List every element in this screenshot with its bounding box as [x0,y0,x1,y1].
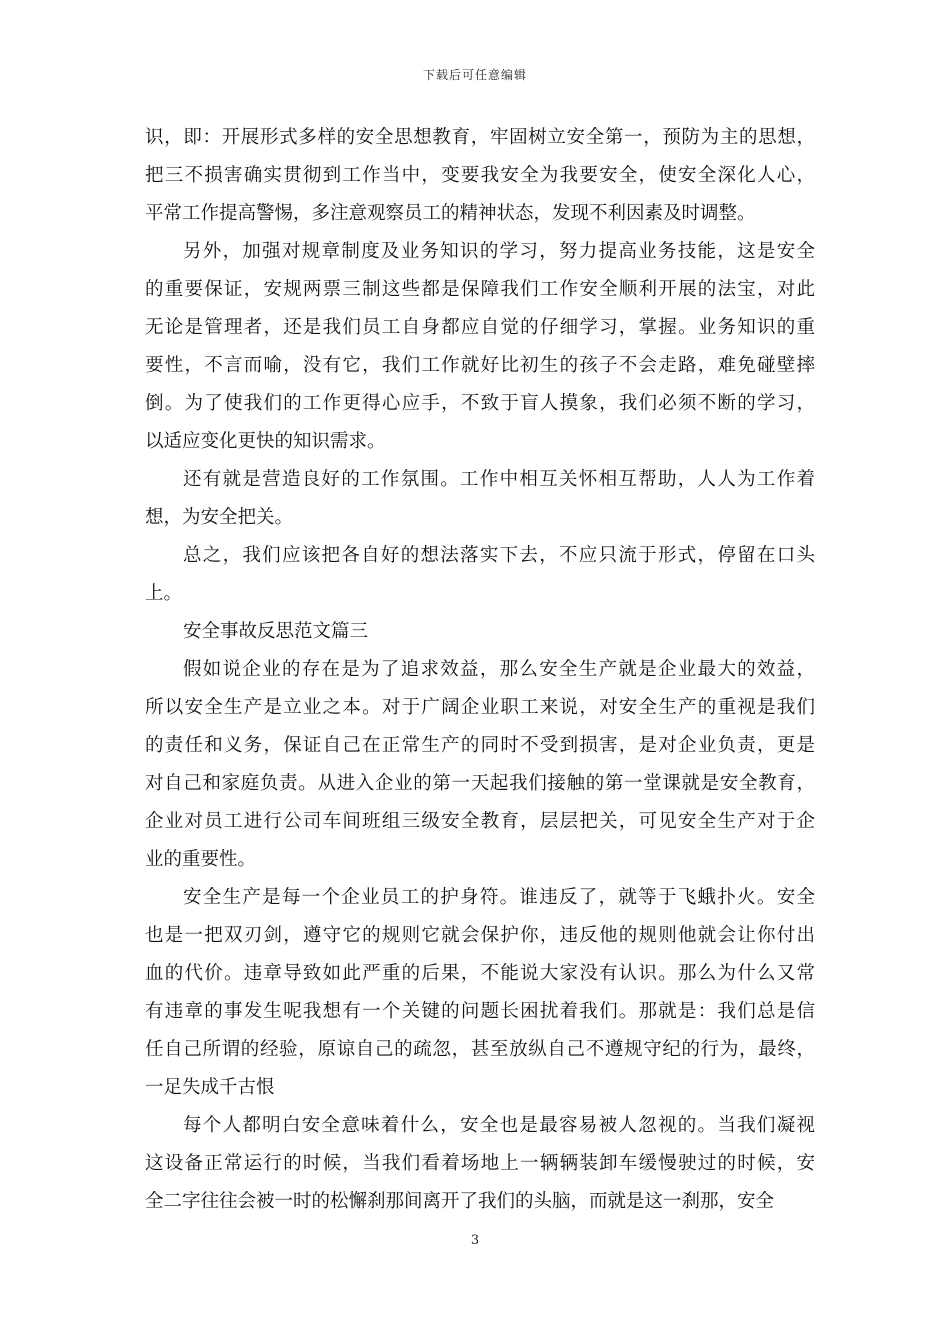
text-line: 另外，加强对规章制度及业务知识的学习，努力提高业务技能，这是安全 [183,241,815,262]
text-line: 把三不损害确实贯彻到工作当中，变要我安全为我要安全，使安全深化人心， [145,165,815,186]
text-line: 安全事故反思范文篇三 [183,621,369,642]
paragraph [145,613,815,651]
text-line: 的责任和义务，保证自己在正常生产的同时不受到损害，是对企业负责，更是 [145,735,815,756]
text-line: 以适应变化更快的知识需求。 [145,431,386,452]
text-line: 所以安全生产是立业之本。对于广阔企业职工来说，对安全生产的重视是我们 [145,697,815,718]
text-line: 平常工作提高警惕，多注意观察员工的精神状态，发现不利因素及时调整。 [145,203,756,224]
text-line: 也是一把双刃剑，遵守它的规则它就会保护你，违反他的规则他就会让你付出 [145,925,815,946]
paragraph [145,537,815,613]
text-line: 有违章的事发生呢我想有一个关键的问题长困扰着我们。那就是：我们总是信 [145,1001,815,1022]
paragraph [145,879,815,1107]
text-line: 还有就是营造良好的工作氛围。工作中相互关怀相互帮助，人人为工作着 [183,469,815,490]
text-line: 无论是管理者，还是我们员工自身都应自觉的仔细学习，掌握。业务知识的重 [145,317,815,338]
document-body [145,119,815,1221]
text-line: 每个人都明白安全意味着什么，安全也是最容易被人忽视的。当我们凝视 [183,1115,815,1136]
text-line: 识，即：开展形式多样的安全思想教育，牢固树立安全第一，预防为主的思想， [145,127,815,148]
text-line: 任自己所谓的经验，原谅自己的疏忽，甚至放纵自己不遵规守纪的行为，最终， [145,1039,815,1060]
text-line: 对自己和家庭负责。从进入企业的第一天起我们接触的第一堂课就是安全教育， [145,773,815,794]
paragraph [145,119,815,233]
text-line: 假如说企业的存在是为了追求效益，那么安全生产就是企业最大的效益， [183,659,815,680]
text-line: 的重要保证，安规两票三制这些都是保障我们工作安全顺利开展的法宝，对此 [145,279,815,300]
text-line: 企业对员工进行公司车间班组三级安全教育，层层把关，可见安全生产对于企 [145,811,815,832]
text-line: 全二字往往会被一时的松懈刹那间离开了我们的头脑，而就是这一刹那，安全 [145,1191,775,1212]
paragraph [145,1107,815,1221]
text-line: 一足失成千古恨 [145,1077,275,1098]
paragraph [145,651,815,879]
text-line: 血的代价。违章导致如此严重的后果，不能说大家没有认识。那么为什么又常 [145,963,815,984]
text-line: 想，为安全把关。 [145,507,294,528]
text-line: 倒。为了使我们的工作更得心应手，不致于盲人摸象，我们必须不断的学习， [145,393,815,414]
text-line: 上。 [145,583,183,604]
text-line: 总之，我们应该把各自好的想法落实下去，不应只流于形式，停留在口头 [183,545,815,566]
text-line: 业的重要性。 [145,849,257,870]
page-number: 3 [470,1233,480,1248]
paragraph [145,233,815,461]
paragraph [145,461,815,537]
download-note-header: 下载后可任意编辑 [422,68,527,82]
text-line: 这设备正常运行的时候，当我们看着场地上一辆辆装卸车缓慢驶过的时候，安 [145,1153,815,1174]
text-line: 要性，不言而喻，没有它，我们工作就好比初生的孩子不会走路，难免碰壁摔 [145,355,815,376]
text-line: 安全生产是每一个企业员工的护身符。谁违反了，就等于飞蛾扑火。安全 [183,887,815,908]
